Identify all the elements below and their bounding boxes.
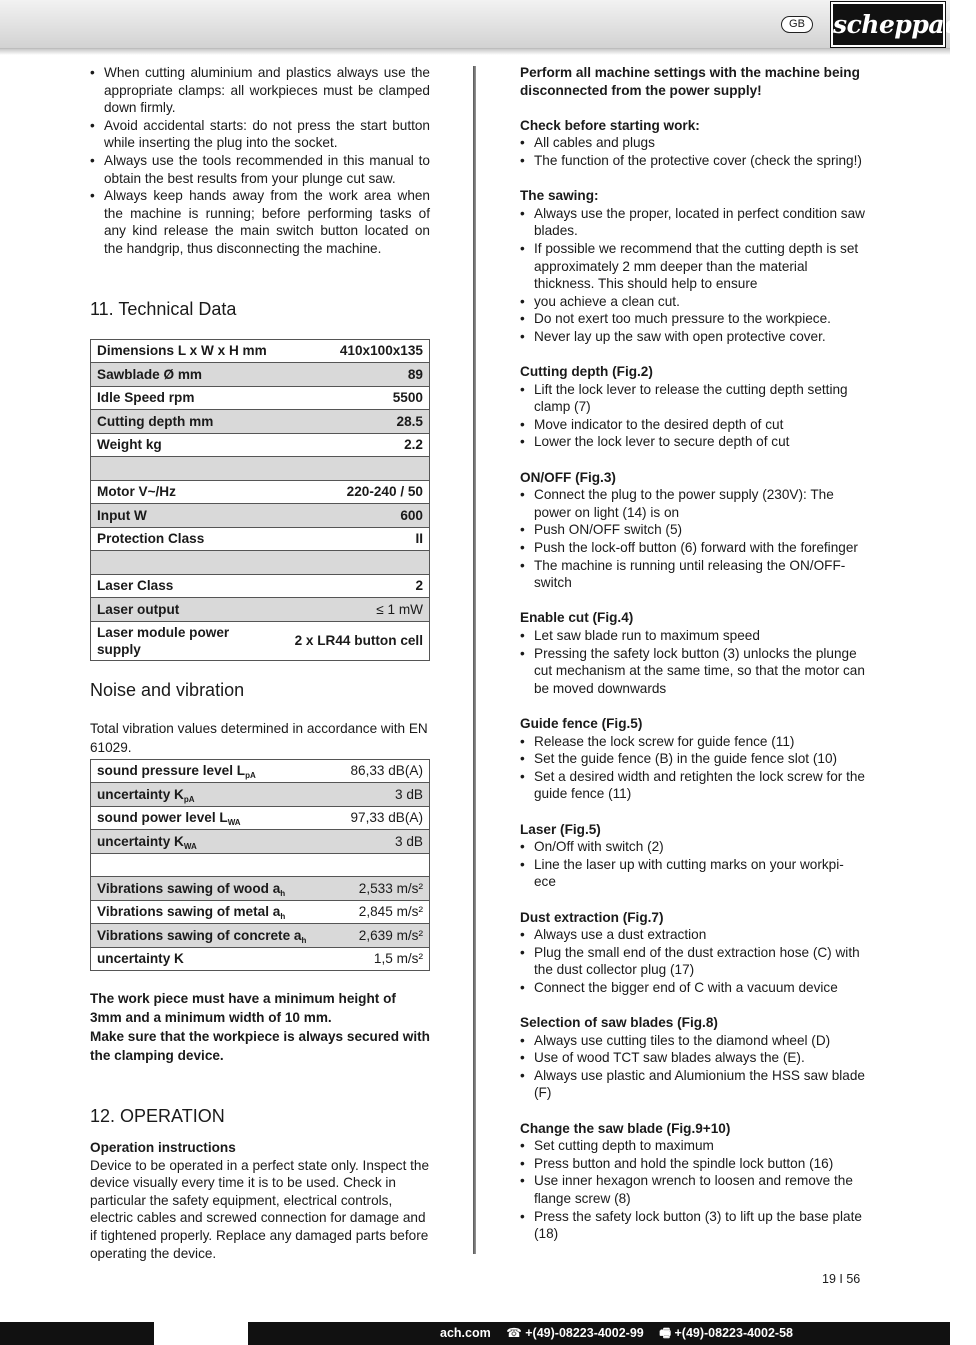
spec-key: Protection Class (91, 527, 274, 551)
list-item: • Line the laser up with cutting marks on your workpi-ece (520, 856, 865, 891)
noise-key-subscript: WA (183, 841, 197, 851)
noise-key (91, 759, 336, 783)
list-item: • Push ON/OFF switch (5) (520, 521, 865, 539)
table-spacer-row (91, 853, 430, 877)
section-bullet-list (520, 733, 865, 803)
spec-value: 89 (273, 363, 430, 387)
list-item: • Connect the plug to the power supply (230V): The power on light (14) is on (520, 486, 865, 521)
list-item: • Use of wood TCT saw blades always the (E). (520, 1049, 865, 1067)
instruction-section (520, 1120, 865, 1243)
table-spacer-row (91, 457, 430, 481)
section-heading: Change the saw blade (Fig.9+10) (520, 1120, 731, 1136)
list-item: • Always use a dust extraction (520, 926, 865, 944)
noise-key-subscript: pA (245, 771, 256, 781)
table-row (91, 759, 430, 783)
noise-key-subscript: h (280, 912, 286, 922)
spec-value: 5500 (273, 386, 430, 410)
list-item: • Avoid accidental starts: do not press the start button while inserting the plug into the socket. (90, 117, 430, 152)
noise-intro-text: Total vibration values determined in accordance with EN 61029. (90, 720, 428, 755)
section-heading: Selection of saw blades (Fig.8) (520, 1015, 718, 1031)
section-bullet-list (520, 205, 865, 346)
noise-value: 3 dB (336, 830, 430, 854)
noise-key-label: Vibrations sawing of metal a (97, 904, 281, 920)
footer-fax: 🖷 +(49)-08223-4002-58 (659, 1326, 793, 1340)
page-header (0, 0, 976, 49)
table-row (91, 410, 430, 434)
noise-key-subscript: h (301, 935, 307, 945)
noise-key-subscript: pA (183, 794, 195, 804)
section-heading: Guide fence (Fig.5) (520, 715, 643, 731)
list-item: • Move indicator to the desired depth of cut (520, 416, 865, 434)
instruction-section (520, 821, 865, 891)
noise-value: 2,533 m/s² (336, 877, 430, 901)
technical-data-heading: 11. Technical Data (90, 298, 237, 319)
noise-key-label: uncertainty K (97, 951, 184, 967)
instruction-section (520, 609, 865, 697)
table-row (91, 433, 430, 457)
list-item: • Set a desired width and retighten the lock screw for the guide fence (11) (520, 768, 865, 803)
intro-bullet-list (90, 64, 430, 258)
page-number: 19 I 56 (822, 1272, 861, 1286)
list-item: • Release the lock screw for guide fence (11) (520, 733, 865, 751)
section-bullet-list (520, 1137, 865, 1243)
instruction-section (520, 469, 865, 592)
section-heading: Check before starting work: (520, 117, 700, 133)
list-item: • Always use the tools recommended in this manual to obtain the best results from your plunge cut saw. (90, 152, 430, 187)
workpiece-secure-note: Make sure that the workpiece is always secured with the clamping device. (90, 1029, 430, 1064)
section-heading: Enable cut (Fig.4) (520, 610, 634, 626)
operation-instructions-heading: Operation instructions (90, 1140, 236, 1156)
list-item: • Push the lock-off button (6) forward with the forefinger (520, 539, 865, 557)
table-row (91, 574, 430, 598)
list-item: • Connect the bigger end of C with a vacuum device (520, 979, 865, 997)
noise-value: 3 dB (336, 783, 430, 807)
spec-value: II (273, 527, 430, 551)
spec-key: Dimensions L x W x H mm (91, 339, 274, 363)
list-item: • Press button and hold the spindle lock button (16) (520, 1155, 865, 1173)
section-bullet-list (520, 838, 865, 891)
list-item: • Always use the proper, located in perfect condition saw blades. (520, 205, 865, 240)
table-row (91, 783, 430, 807)
table-row (91, 806, 430, 830)
noise-value: 97,33 dB(A) (336, 806, 430, 830)
list-item: • Let saw blade run to maximum speed (520, 627, 865, 645)
list-item: • you achieve a clean cut. (520, 293, 865, 311)
noise-vibration-heading: Noise and vibration (90, 679, 245, 700)
spec-key: Weight kg (91, 433, 274, 457)
table-row (91, 900, 430, 924)
brand-logo: scheppach (831, 2, 945, 47)
section-bullet-list (520, 134, 865, 169)
table-row (91, 598, 430, 622)
spec-value: ≤ 1 mW (273, 598, 430, 622)
table-row (91, 621, 430, 660)
footer-phone: ☎ +(49)-08223-4002-99 (506, 1326, 644, 1340)
section-bullet-list (520, 627, 865, 697)
footer-website[interactable]: ach.com (440, 1326, 491, 1340)
list-item: • On/Off with switch (2) (520, 838, 865, 856)
workpiece-size-note: The work piece must have a minimum height of 3mm and a minimum width of 10 mm. (90, 991, 396, 1026)
list-item: • Pressing the safety lock button (3) unlocks the plunge cut mechanism at the same time, so that the motor can be moved downwards (520, 645, 865, 698)
instruction-section (520, 363, 865, 451)
language-badge: GB (781, 16, 813, 33)
table-row (91, 877, 430, 901)
spec-key: Cutting depth mm (91, 410, 274, 434)
spec-value: 2 x LR44 button cell (273, 621, 430, 660)
spec-value: 28.5 (273, 410, 430, 434)
noise-value: 2,639 m/s² (336, 924, 430, 948)
table-row (91, 363, 430, 387)
instruction-section (520, 909, 865, 997)
spec-key: Laser Class (91, 574, 274, 598)
list-item: • The machine is running until releasing the ON/OFF-switch (520, 557, 865, 592)
section-bullet-list (520, 1032, 865, 1102)
noise-vibration-table (90, 759, 430, 972)
list-item: • If possible we recommend that the cutting depth is set approximately 2 mm deeper than the material thickness. This should help to ensure (520, 240, 865, 293)
noise-key (91, 947, 336, 971)
noise-key (91, 924, 336, 948)
noise-key-label: Vibrations sawing of wood a (97, 880, 281, 896)
table-row (91, 527, 430, 551)
list-item: • Always use plastic and Alumionium the HSS saw blade (F) (520, 1067, 865, 1102)
noise-key-label: uncertainty K (97, 833, 184, 849)
instruction-section (520, 117, 865, 170)
section-heading: The sawing: (520, 188, 599, 204)
list-item: • When cutting aluminium and plastics always use the appropriate clamps: all workpieces must be clamped down firmly. (90, 64, 430, 117)
spec-key: Laser output (91, 598, 274, 622)
list-item: • Never lay up the saw with open protective cover. (520, 328, 865, 346)
table-row (91, 386, 430, 410)
list-item: • Use inner hexagon wrench to loosen and remove the flange screw (8) (520, 1172, 865, 1207)
spec-value: 2 (273, 574, 430, 598)
section-heading: Cutting depth (Fig.2) (520, 364, 653, 380)
spec-value: 410x100x135 (273, 339, 430, 363)
spec-key: Laser module power supply (91, 621, 274, 660)
spec-key: Motor V~/Hz (91, 480, 274, 504)
noise-value: 2,845 m/s² (336, 900, 430, 924)
list-item: • The function of the protective cover (check the spring!) (520, 152, 865, 170)
list-item: • Set the guide fence (B) in the guide fence slot (10) (520, 750, 865, 768)
spec-key: Idle Speed rpm (91, 386, 274, 410)
table-row (91, 339, 430, 363)
noise-key (91, 783, 336, 807)
list-item: • All cables and plugs (520, 134, 865, 152)
right-column (520, 64, 865, 1243)
instruction-section (520, 715, 865, 803)
settings-warning: Perform all machine settings with the machine being disconnected from the power supply! (520, 65, 860, 98)
list-item: • Do not exert too much pressure to the workpiece. (520, 310, 865, 328)
noise-key (91, 900, 336, 924)
table-row (91, 480, 430, 504)
operation-heading: 12. OPERATION (90, 1106, 225, 1127)
noise-value: 86,33 dB(A) (336, 759, 430, 783)
section-heading: Dust extraction (Fig.7) (520, 909, 664, 925)
table-row (91, 924, 430, 948)
technical-data-table (90, 339, 430, 661)
section-heading: ON/OFF (Fig.3) (520, 469, 616, 485)
list-item: • Lift the lock lever to release the cutting depth setting clamp (7) (520, 381, 865, 416)
column-divider (473, 66, 476, 1254)
noise-key-label: uncertainty K (97, 786, 184, 802)
noise-key (91, 877, 336, 901)
table-spacer-row (91, 551, 430, 575)
footer-white-block (154, 1322, 248, 1345)
list-item: • Set cutting depth to maximum (520, 1137, 865, 1155)
table-row (91, 947, 430, 971)
list-item: • Always use cutting tiles to the diamond wheel (D) (520, 1032, 865, 1050)
instruction-section (520, 187, 865, 345)
section-bullet-list (520, 381, 865, 451)
spec-key: Input W (91, 504, 274, 528)
right-sections (520, 117, 865, 1243)
header-shadow (0, 49, 950, 55)
list-item: • Always keep hands away from the work area when the machine is running; before performing tasks of any kind release the main switch button located on the handgrip, thus disconnecting the machine. (90, 187, 430, 257)
noise-key (91, 830, 336, 854)
noise-key-label: sound pressure level L (97, 763, 246, 779)
noise-key-label: sound power level L (97, 810, 228, 826)
table-row (91, 830, 430, 854)
noise-value: 1,5 m/s² (336, 947, 430, 971)
spec-key: Sawblade Ø mm (91, 363, 274, 387)
noise-key-subscript: WA (227, 818, 241, 828)
noise-key-subscript: h (280, 888, 286, 898)
spec-value: 220-240 / 50 (273, 480, 430, 504)
operation-instructions-text: Device to be operated in a perfect state only. Inspect the device visually every time it is to be used. Check in particular the safety equipment, electrical controls, electric cables and screwed connection for damage and if tightened properly. Replace any damaged parts before operating the device. (90, 1157, 430, 1261)
noise-key-label: Vibrations sawing of concrete a (97, 927, 302, 943)
section-bullet-list (520, 926, 865, 996)
list-item: • Plug the small end of the dust extraction hose (C) with the dust collector plug (17) (520, 944, 865, 979)
left-column (90, 64, 430, 1262)
list-item: • Press the safety lock button (3) to lift up the base plate (18) (520, 1208, 865, 1243)
section-heading: Laser (Fig.5) (520, 821, 601, 837)
table-row (91, 504, 430, 528)
spec-value: 2.2 (273, 433, 430, 457)
spec-value: 600 (273, 504, 430, 528)
instruction-section (520, 1014, 865, 1102)
footer-contact (440, 1325, 805, 1341)
noise-key (91, 806, 336, 830)
section-bullet-list (520, 486, 865, 592)
list-item: • Lower the lock lever to secure depth of cut (520, 433, 865, 451)
